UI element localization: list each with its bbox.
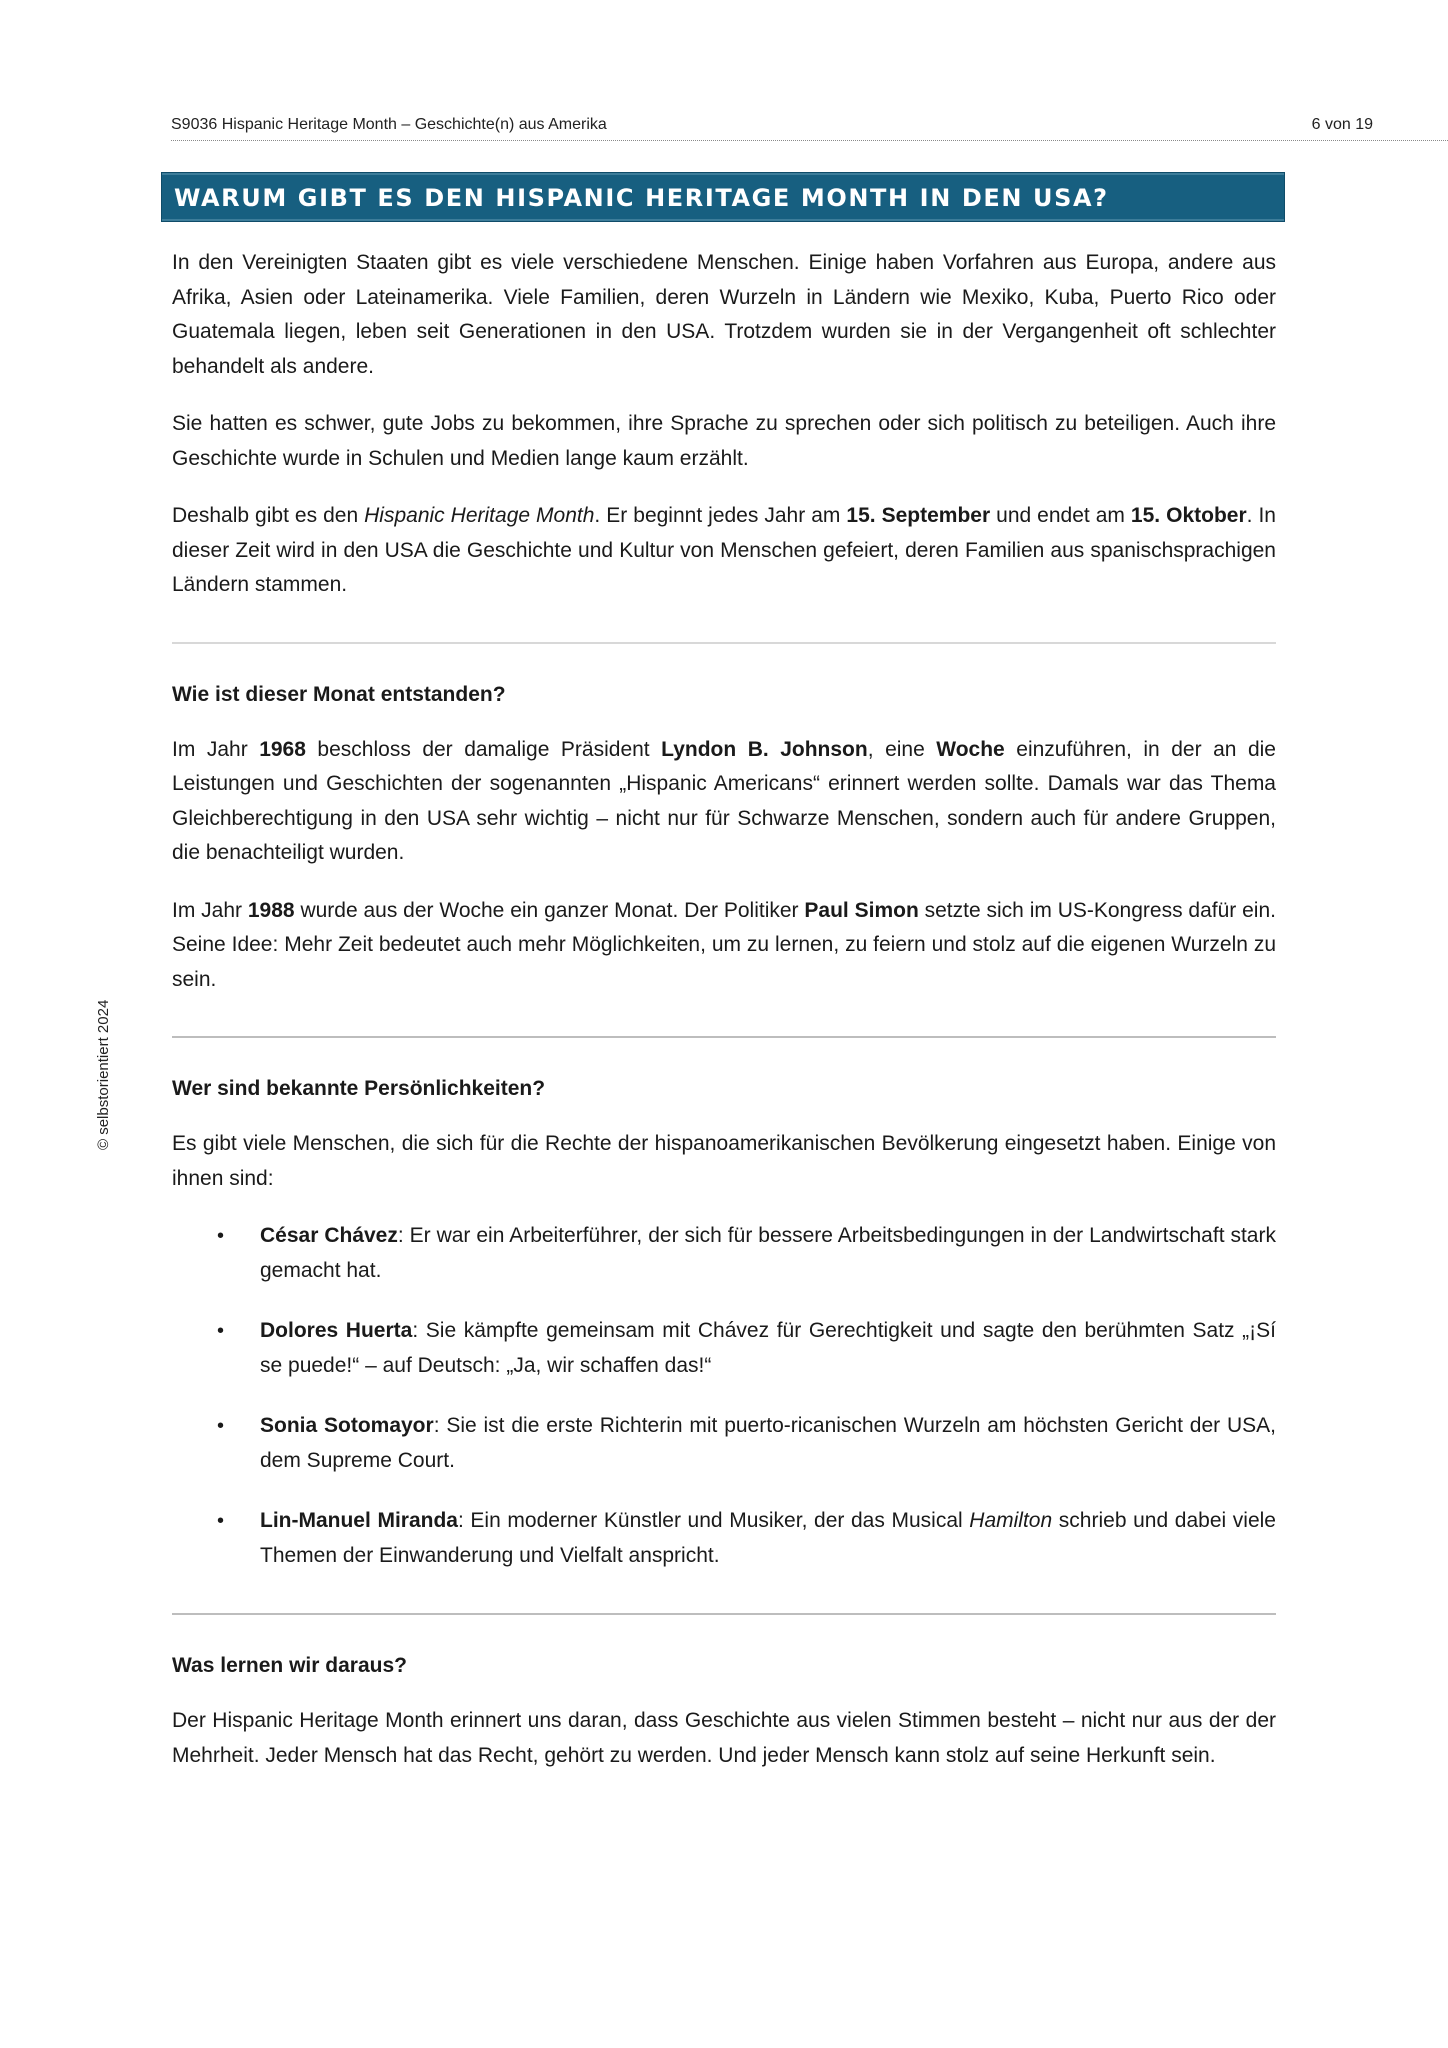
title-banner — [161, 172, 1285, 222]
people-intro: Es gibt viele Menschen, die sich für die Rechte der hispanoamerikanischen Bevölkerung eingesetzt haben. Einige von ihnen sind: — [172, 1132, 1276, 1190]
people-list — [172, 1219, 1276, 1573]
section-divider — [172, 642, 1276, 644]
copyright-notice: © selbstorientiert 2024 — [95, 999, 112, 1150]
bullet-icon: • — [217, 1320, 225, 1342]
emphasis-hhm: Hispanic Heritage Month — [364, 504, 595, 527]
section-heading-people: Wer sind bekannte Persönlichkeiten? — [172, 1077, 546, 1100]
page-header — [171, 114, 1448, 141]
president-name: Lyndon B. Johnson — [661, 737, 868, 761]
list-item: • Dolores Huerta: Sie kämpfte gemeinsam mit Chávez für Gerechtigkeit und sagte den berühmten Satz „¡Sí se puede!“ – auf Deutsch: „Ja, wir schaffen das!“ — [172, 1314, 1276, 1383]
bullet-icon: • — [217, 1415, 225, 1437]
origin-paragraph-1: Im Jahr 1968 beschloss der damalige Präsident Lyndon B. Johnson, eine Woche einzuführen, in der an die Leistungen und Geschichten der sogenannten „Hispanic Americans“ erinnert werden sollte. Damals war das Thema Gleichberechtigung in den USA sehr wichtig – nicht nur für Schwarze Menschen, sondern auch für andere Gruppen, die benachteiligt wurden. — [172, 737, 1276, 864]
end-date: 15. Oktober — [1130, 504, 1247, 527]
list-item: • Sonia Sotomayor: Sie ist die erste Richterin mit puerto-ricanischen Wurzeln am höchsten Gericht der USA, dem Supreme Court. — [172, 1409, 1276, 1478]
bullet-icon: • — [217, 1225, 225, 1247]
intro-paragraph-2: Sie hatten es schwer, gute Jobs zu bekommen, ihre Sprache zu sprechen oder sich politisch zu beteiligen. Auch ihre Geschichte wurde in Schulen und Medien lange kaum erzählt. — [172, 412, 1276, 470]
main-content — [172, 246, 1276, 1796]
section-heading-origin: Wie ist dieser Monat entstanden? — [172, 682, 506, 706]
intro-paragraph-1: In den Vereinigten Staaten gibt es viele verschiedene Menschen. Einige haben Vorfahren aus Europa, andere aus Afrika, Asien oder Lateinamerika. Viele Familien, deren Wurzeln in Ländern wie Mexiko, Kuba, Puerto Rico oder Guatemala liegen, leben seit Generationen in den USA. Trotzdem wurden sie in der Vergangenheit oft schlechter behandelt als andere. — [172, 251, 1276, 378]
section-divider — [172, 1036, 1276, 1038]
origin-paragraph-2: Im Jahr 1988 wurde aus der Woche ein ganzer Monat. Der Politiker Paul Simon setzte sich im US-Kongress dafür ein. Seine Idee: Mehr Zeit bedeutet auch mehr Möglichkeiten, um zu lernen, zu feiern und stolz auf die eigenen Wurzeln zu sein. — [172, 898, 1276, 991]
section-heading-lesson: Was lernen wir daraus? — [172, 1654, 407, 1677]
list-item: • César Chávez: Er war ein Arbeiterführer, der sich für bessere Arbeitsbedingungen in der Landwirtschaft stark gemacht hat. — [172, 1219, 1276, 1288]
section-divider — [172, 1613, 1276, 1615]
document-title: S9036 Hispanic Heritage Month – Geschichte(n) aus Amerika — [171, 116, 607, 133]
politician-name: Paul Simon — [804, 898, 919, 922]
start-date: 15. September — [846, 504, 991, 527]
page-title: WARUM GIBT ES DEN HISPANIC HERITAGE MONTH IN DEN USA? — [174, 184, 1109, 212]
bullet-icon: • — [217, 1510, 225, 1532]
list-item: • Lin-Manuel Miranda: Ein moderner Künstler und Musiker, der das Musical Hamilton schrieb und dabei viele Themen der Einwanderung und Vielfalt anspricht. — [172, 1504, 1276, 1573]
page-number: 6 von 19 — [1311, 116, 1373, 133]
lesson-paragraph: Der Hispanic Heritage Month erinnert uns daran, dass Geschichte aus vielen Stimmen besteht – nicht nur aus der der Mehrheit. Jeder Mensch hat das Recht, gehört zu werden. Und jeder Mensch kann stolz auf seine Herkunft sein. — [172, 1709, 1276, 1767]
intro-paragraph-3: Deshalb gibt es den Hispanic Heritage Month. Er beginnt jedes Jahr am 15. September und endet am 15. Oktober. In dieser Zeit wird in den USA die Geschichte und Kultur von Menschen gefeiert, deren Familien aus spanischsprachigen Ländern stammen. — [172, 504, 1276, 596]
